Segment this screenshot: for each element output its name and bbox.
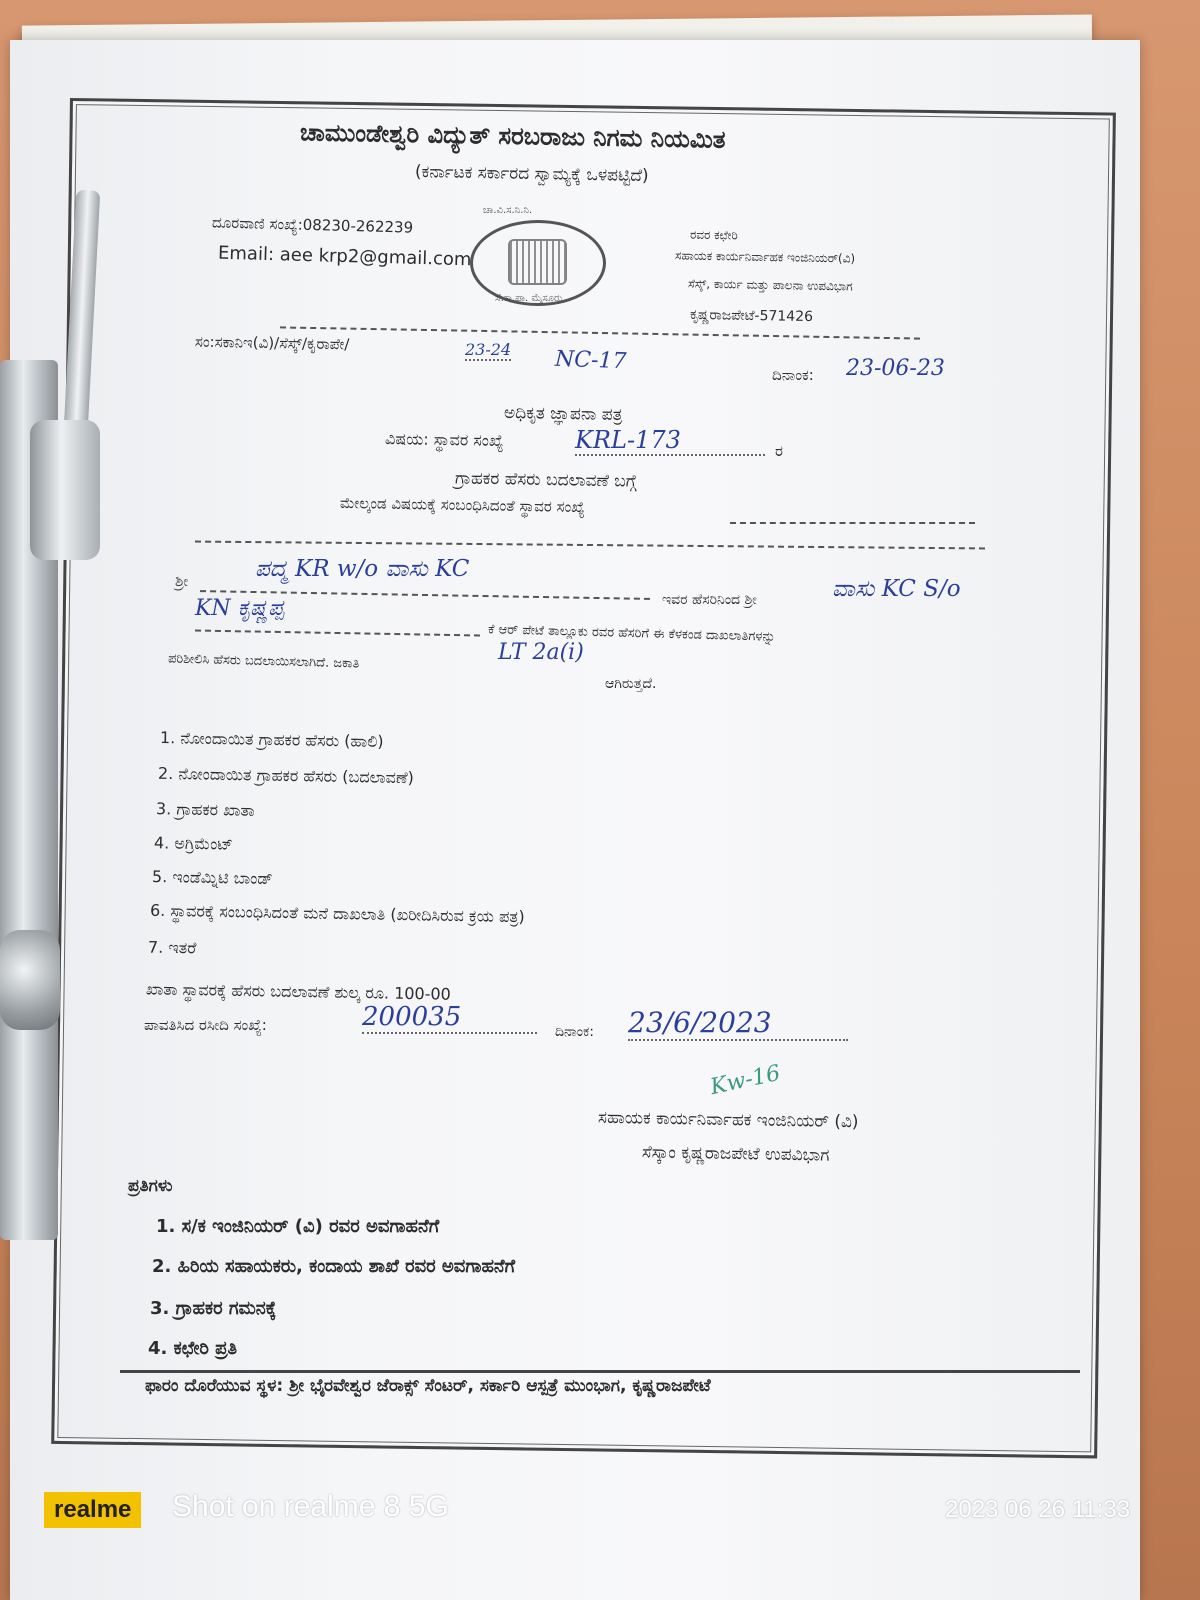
reference-prefix: ಸಂ:ಸಕಾನಿಇ(ವಿ)/ಸೆಸ್ಕ್/ಕೃರಾಪೇ/ (194, 332, 350, 354)
signatory-title: ಸಹಾಯಕ ಕಾರ್ಯನಿರ್ವಾಹಕ ಇಂಜಿನಿಯರ್ (ವಿ) (597, 1107, 859, 1133)
office-line-3: ಸೆಸ್ಕ್, ಕಾರ್ಯ ಮತ್ತು ಪಾಲನಾ ಉಪವಿಭಾಗ (687, 276, 853, 294)
subject-label: ವಿಷಯ: ಸ್ಥಾವರ ಸಂಖ್ಯೆ (384, 428, 504, 451)
document-item: 6. ಸ್ಥಾವರಕ್ಕೆ ಸಂಬಂಧಿಸಿದಂತೆ ಮನೆ ದಾಖಲಾತಿ (ಖರೀದಿಸಿರುವ ಕ್ರಯ ಪತ್ರ) (149, 900, 525, 927)
copies-heading: ಪ್ರತಿಗಳು (128, 1176, 173, 1196)
changed-text: ಪರಿಶೀಲಿಸಿ ಹೆಸರು ಬದಲಾಯಿಸಲಾಗಿದೆ. ಜಕಾತಿ (167, 651, 360, 672)
phone-number: ದೂರವಾಣಿ ಸಂಖ್ಯೆ:08230-262239 (211, 213, 414, 237)
document-page (10, 40, 1140, 1600)
old-consumer-name: ಪದ್ಮ KR w/o ವಾಸು KC (255, 556, 470, 582)
file-clip-ring (0, 930, 60, 1030)
intro-blank (730, 522, 975, 524)
document-item: 1. ನೋಂದಾಯಿತ ಗ್ರಾಹಕರ ಹೆಸರು (ಹಾಲಿ) (159, 728, 384, 751)
receipt-date: 23/6/2023 (628, 1006, 848, 1041)
company-subtitle: (ಕರ್ನಾಟಕ ಸರ್ಕಾರದ ಸ್ವಾಮ್ಯಕ್ಕೆ ಒಳಪಟ್ಟಿದೆ) (414, 161, 649, 187)
document-item: 3. ಗ್ರಾಹಕರ ಖಾತಾ (155, 799, 255, 820)
taluk-text: ಕೆ ಆರ್ ಪೇಟೆ ತಾಲ್ಲೂಕು ರವರ ಹೆಸರಿಗೆ ಈ ಕೆಳಕಂಡ ದಾಖಲಾತಿಗಳನ್ನು (487, 622, 776, 645)
office-line-2: ಸಹಾಯಕ ಕಾರ್ಯನಿರ್ವಾಹಕ ಇಂಜಿನಿಯರ್(ವಿ) (674, 248, 856, 266)
new-consumer-name: ವಾಸು KC S/o (832, 576, 961, 602)
seal-emblem-icon (508, 239, 567, 285)
receipt-label: ಪಾವತಿಸಿದ ರಸೀದಿ ಸಂಖ್ಯೆ: (144, 1016, 267, 1034)
receipt-date-label: ದಿನಾಂಕ: (555, 1024, 594, 1040)
camera-watermark: Shot on realme 8 5G (172, 1490, 449, 1523)
office-seal (470, 205, 606, 306)
email-address: Email: aee krp2@gmail.com (217, 242, 472, 271)
document-item: 5. ಇಂಡೆಮ್ನಿಟಿ ಬಾಂಡ್ (151, 866, 273, 889)
memo-title: ಅಧಿಕೃತ ಜ್ಞಾಪನಾ ಪತ್ರ (503, 402, 623, 426)
camera-brand-logo: realme (44, 1492, 141, 1528)
document-item: 2. ನೋಂದಾಯಿತ ಗ್ರಾಹಕರ ಹೆಸರು (ಬದಲಾವಣೆ) (157, 763, 414, 788)
seal-top-text: ಚಾ.ವಿ.ಸ.ನಿ.ನಿ. (483, 205, 533, 216)
seal-bottom-text: ಸೆ.ಕಾ.ಪಾ. ಮೈಸೂರು (495, 293, 563, 304)
signature-mark: Kw-16 (708, 1060, 783, 1101)
document-item: 7. ಇತರೆ (147, 937, 197, 958)
subject-suffix: ರ (775, 442, 783, 460)
copy-item: 4. ಕಛೇರಿ ಪ್ರತಿ (148, 1338, 238, 1359)
copy-item: 1. ಸ/ಕ ಇಂಜಿನಿಯರ್ (ವಿ) ರವರ ಅವಗಾಹನೆಗೆ (156, 1216, 440, 1237)
installation-number: KRL-173 (575, 426, 765, 456)
copy-item: 2. ಹಿರಿಯ ಸಹಾಯಕರು, ಕಂದಾಯ ಶಾಖೆ ರವರ ಅವಗಾಹನೆಗೆ (152, 1256, 516, 1277)
from-name-label: ಇವರ ಹೆಸರಿನಿಂದ ಶ್ರೀ (662, 592, 757, 608)
office-line-4: ಕೃಷ್ಣರಾಜಪೇಟೆ-571426 (689, 306, 814, 326)
tariff-category: LT 2a(i) (498, 640, 584, 665)
changed-suffix: ಆಗಿರುತ್ತದೆ. (605, 676, 657, 692)
reference-year: 23-24 (465, 340, 512, 359)
reference-date-label: ದಿನಾಂಕ: (772, 366, 814, 384)
subject-line-2: ಗ್ರಾಹಕರ ಹೆಸರು ಬದಲಾವಣೆ ಬಗ್ಗೆ (454, 468, 637, 492)
camera-timestamp: 2023 06 26 11:33 (945, 1496, 1131, 1523)
receipt-number: 200035 (362, 1002, 537, 1034)
file-clip-head (30, 420, 100, 560)
signatory-office: ಸೆಸ್ಕಾಂ ಕೃಷ್ಣರಾಜಪೇಟೆ ಉಪವಿಭಾಗ (641, 1142, 830, 1166)
office-line-1: ರವರ ಕಛೇರಿ (689, 227, 738, 243)
fee-line: ಖಾತಾ ಸ್ಥಾವರಕ್ಕೆ ಹೆಸರು ಬದಲಾವಣೆ ಶುಲ್ಕ ರೂ. 100-00 (145, 979, 452, 1004)
intro-text: ಮೇಲ್ಕಂಡ ವಿಷಯಕ್ಕೆ ಸಂಬಂಧಿಸಿದಂತೆ ಸ್ಥಾವರ ಸಂಖ್ಯೆ (339, 493, 585, 517)
footer-divider (120, 1370, 1080, 1373)
footer-text: ಫಾರಂ ದೊರೆಯುವ ಸ್ಥಳ: ಶ್ರೀ ಭೈರವೇಶ್ವರ ಜೆರಾಕ್ಸ್ ಸೆಂಟರ್, ಸರ್ಕಾರಿ ಆಸ್ಪತ್ರೆ ಮುಂಭಾಗ, ಕೃಷ್ಣರಾಜಪೇಟೆ (145, 1376, 711, 1396)
document-item: 4. ಅಗ್ರಿಮೆಂಟ್ (153, 833, 234, 854)
company-name: ಚಾಮುಂಡೇಶ್ವರಿ ವಿದ್ಯುತ್ ಸರಬರಾಜು ನಿಗಮ ನಿಯಮಿತ (299, 118, 726, 154)
reference-date: 23-06-23 (846, 356, 945, 381)
new-consumer-name-cont: KN ಕೃಷ್ಣಪ್ಪ (195, 596, 285, 621)
shri-label: ಶ್ರೀ (175, 572, 189, 590)
reference-number: NC-17 (554, 346, 627, 375)
copy-item: 3. ಗ್ರಾಹಕರ ಗಮನಕ್ಕೆ (150, 1298, 277, 1319)
